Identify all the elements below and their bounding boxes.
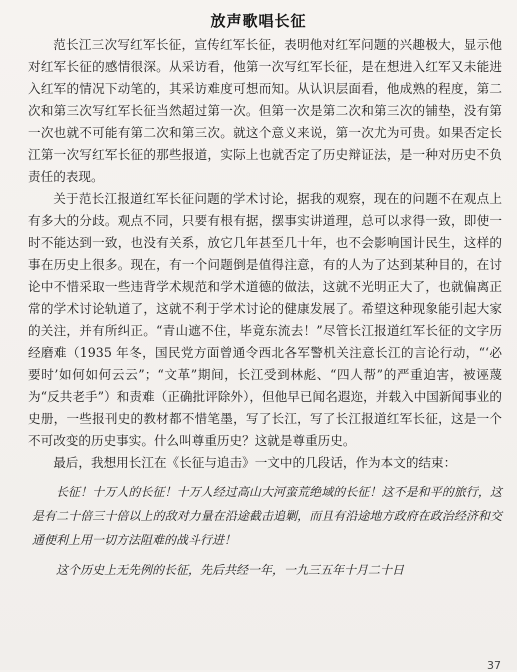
page-number: 37 xyxy=(487,659,501,672)
quotation-2: 这个历史上无先例的长征，先后共经一年，一九三五年十月二十日 xyxy=(56,563,405,577)
page-title: 放声歌唱长征 xyxy=(210,12,307,30)
paragraph-3: 最后，我想用长江在《长征与追击》一文中的几段话，作为本文的结束： xyxy=(53,455,457,470)
paragraph-1: 范长江三次写红军长征，宣传红军长征，表明他对红军问题的兴趣极大，显示他对红军长征的感情很深。从采访看，他第一次写红军长征，是在想进入红军又未能进入红军的情况下动笔的，其采访难度可想而知。从认识层面看，他成熟的程度，第二次和第三次写红军长征当然超过第一次。但第一次是第二次和第三次的铺垫，没有第一次也就不可能有第二次和第三次。就这个意义来说，第一次尤为可贵。如果否定长江第一次写红军长征的那些报道，实际上也就否定了历史辩证法，是一种对历史不负责任的表现。 xyxy=(28,37,502,184)
article-body xyxy=(28,34,502,582)
quotation-1: 长征！十万人的长征！十万人经过高山大河蛮荒绝域的长征！这不是和平的旅行，这是有二十倍三十倍以上的敌对力量在沿途截击追剿，而且有沿途地方政府在政治经济和交通便利上用一切方法阻难的战斗行进！ xyxy=(32,485,502,547)
paragraph-2: 关于范长江报道红军长征问题的学术讨论，据我的观察，现在的问题不在观点上有多大的分歧。观点不同，只要有根有据，摆事实讲道理，总可以求得一致，即使一时不能达到一致，也没有关系，放它几年甚至几十年，也不会影响国计民生，这样的事在历史上很多。现在，有一个问题倒是值得注意，有的人为了达到某种目的，在讨论中不惜采取一些违背学术规范和学术道德的做法，这就不光明正大了，也就偏离正常的学术讨论轨道了，这就不利于学术讨论的健康发展了。希望这种现象能引起大家的关注，并有所纠正。“青山遮不住，毕竟东流去！”尽管长江报道红军长征的文字历经磨难（1935 年冬，国民党方面曾通令西北各军警机关注意长江的言论行动，“‘必要时’如何如何云云”；“文革”期间，长江受到林彪、“四人帮”的严重迫害，被诬蔑为“反共老手”）和责难（正确批评除外），但他早已闻名遐迩，并载入中国新闻事业的史册，一些报刊史的教材都不惜笔墨，写了长江，写了长江报道红军长征，这是一个不可改变的历史事实。什么叫尊重历史？这就是尊重历史。 xyxy=(28,191,502,448)
